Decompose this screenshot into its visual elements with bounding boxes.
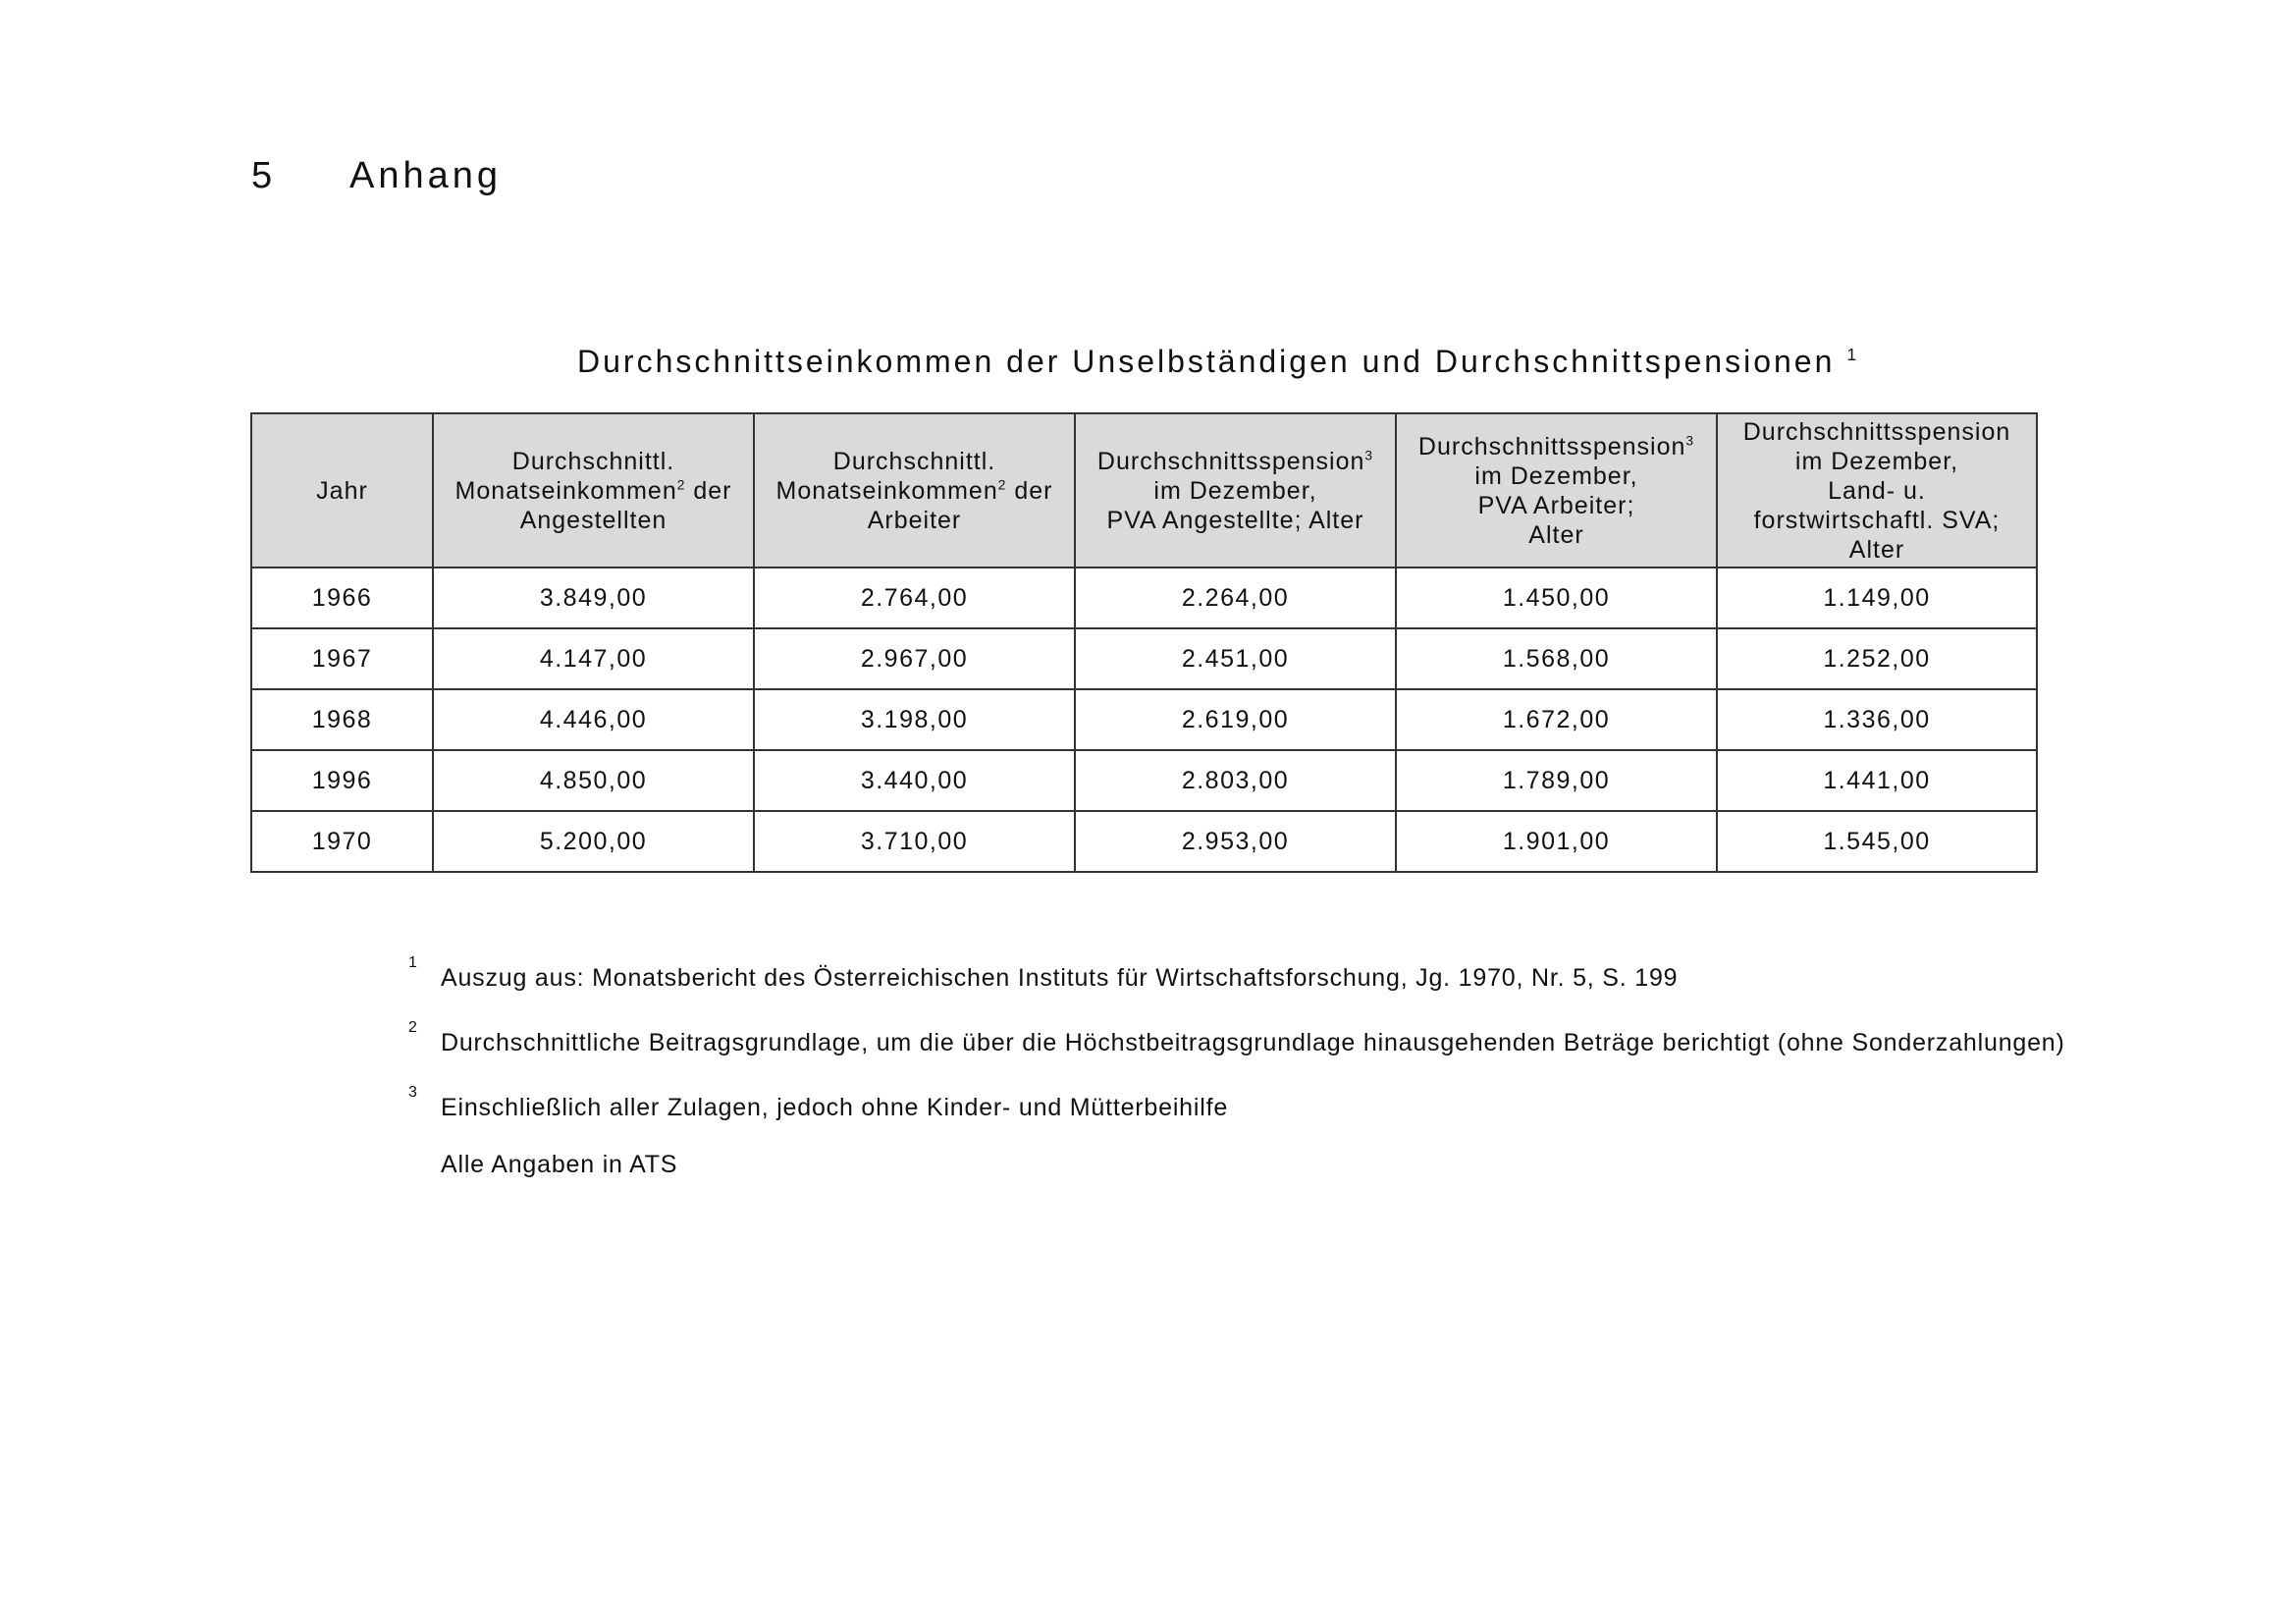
table-title (577, 344, 1859, 380)
table-row (251, 750, 2037, 811)
cell-year: 1966 (251, 568, 433, 628)
cell-value: 4.850,00 (433, 750, 754, 811)
cell-value: 4.446,00 (433, 689, 754, 750)
cell-value: 2.953,00 (1075, 811, 1396, 872)
cell-value: 3.198,00 (754, 689, 1075, 750)
cell-value: 1.568,00 (1396, 628, 1717, 689)
cell-value: 1.789,00 (1396, 750, 1717, 811)
footnote-text: Durchschnittliche Beitragsgrundlage, um die über die Höchstbeitragsgrundlage hinausgehenden Beträge berichtigt (ohne Sonderzahlungen) (441, 1029, 2065, 1056)
cell-year: 1970 (251, 811, 433, 872)
cell-value: 1.901,00 (1396, 811, 1717, 872)
cell-value: 2.264,00 (1075, 568, 1396, 628)
footnote-text: Auszug aus: Monatsbericht des Österreichischen Instituts für Wirtschaftsforschung, Jg. 1970, Nr. 5, S. 199 (441, 964, 1679, 992)
table-row (251, 568, 2037, 628)
footnote-mark: 2 (408, 1019, 418, 1036)
table-row (251, 689, 2037, 750)
section-heading (251, 155, 502, 197)
cell-value: 3.440,00 (754, 750, 1075, 811)
table-title-footnote-ref: 1 (1846, 345, 1860, 365)
header-pension-agriculture: Durchschnittsspension im Dezember, Land- u. forstwirtschaftl. SVA; Alter (1717, 413, 2037, 568)
cell-year: 1967 (251, 628, 433, 689)
table-row (251, 628, 2037, 689)
table-header-row (251, 413, 2037, 568)
cell-value: 1.149,00 (1717, 568, 2037, 628)
section-number: 5 (251, 155, 277, 196)
cell-value: 1.545,00 (1717, 811, 2037, 872)
cell-value: 1.336,00 (1717, 689, 2037, 750)
table-row (251, 811, 2037, 872)
header-pension-pva-workers: Durchschnittsspension$^3$ im Dezember, PVA Arbeiter; Alter (1396, 413, 1717, 568)
section-title: Anhang (349, 155, 503, 196)
cell-value: 1.450,00 (1396, 568, 1717, 628)
cell-value: 2.764,00 (754, 568, 1075, 628)
footnote-text: Einschließlich aller Zulagen, jedoch ohne Kinder- und Mütterbeihilfe (441, 1094, 1229, 1121)
cell-year: 1968 (251, 689, 433, 750)
header-income-workers: Durchschnittl. Monatseinkommen$^2$ der Arbeiter (754, 413, 1075, 568)
cell-value: 1.672,00 (1396, 689, 1717, 750)
header-pension-pva-employees: Durchschnittsspension$^3$ im Dezember, PVA Angestellte; Alter (1075, 413, 1396, 568)
cell-value: 3.849,00 (433, 568, 754, 628)
header-jahr: Jahr (251, 413, 433, 568)
cell-value: 2.619,00 (1075, 689, 1396, 750)
footnote-mark: 1 (408, 954, 418, 971)
income-pension-table (250, 412, 2038, 873)
table-title-text: Durchschnittseinkommen der Unselbständigen und Durchschnittspensionen (577, 344, 1836, 379)
cell-value: 2.967,00 (754, 628, 1075, 689)
cell-value: 1.441,00 (1717, 750, 2037, 811)
cell-value: 2.451,00 (1075, 628, 1396, 689)
cell-value: 1.252,00 (1717, 628, 2037, 689)
footnote-mark: 3 (408, 1084, 418, 1101)
cell-value: 4.147,00 (433, 628, 754, 689)
header-income-employees: Durchschnittl. Monatseinkommen$^2$ der Angestellten (433, 413, 754, 568)
cell-value: 2.803,00 (1075, 750, 1396, 811)
cell-value: 3.710,00 (754, 811, 1075, 872)
cell-year: 1996 (251, 750, 433, 811)
currency-note-text: Alle Angaben in ATS (441, 1151, 678, 1178)
cell-value: 5.200,00 (433, 811, 754, 872)
